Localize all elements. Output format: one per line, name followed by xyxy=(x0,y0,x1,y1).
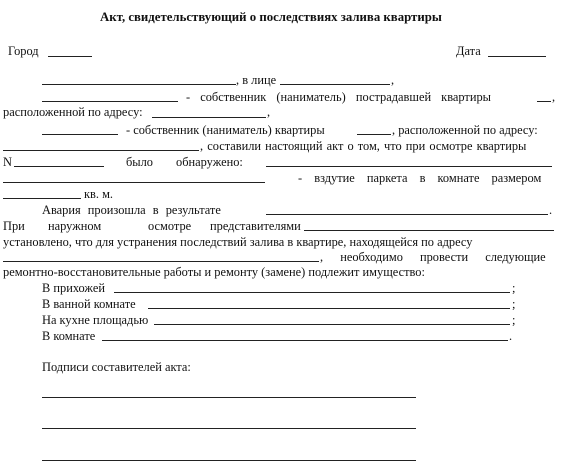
inspection-reps-text: представителями xyxy=(210,219,301,233)
city-label: Город xyxy=(8,44,39,58)
signatures-label: Подписи составителей акта: xyxy=(42,360,191,374)
period-text: . xyxy=(549,203,553,217)
composed-text: , составили настоящий акт о том, что при осмотре квартиры xyxy=(200,139,527,153)
signature-line-2[interactable] xyxy=(42,428,416,429)
room-kitchen-field[interactable] xyxy=(154,324,510,325)
comma-text: , xyxy=(267,105,271,119)
semicolon-text: ; xyxy=(512,281,516,295)
damage-field-1[interactable] xyxy=(266,166,552,167)
guilty-apartment-field[interactable] xyxy=(357,134,391,135)
representative-field[interactable] xyxy=(280,84,390,85)
room-kitchen-label: На кухне площадью xyxy=(42,313,149,327)
repair-address-field[interactable] xyxy=(3,261,319,262)
room-other-label: В комнате xyxy=(42,329,96,343)
document-title: Акт, свидетельствующий о последствиях залива квартиры xyxy=(100,10,442,24)
room-hallway-label: В прихожей xyxy=(42,281,105,295)
accident-cause-field[interactable] xyxy=(266,214,548,215)
victim-owner-field[interactable] xyxy=(42,101,178,102)
victim-owner-text: - собственник (наниматель) пострадавшей квартиры xyxy=(186,90,491,104)
signature-line-1[interactable] xyxy=(42,397,416,398)
date-field[interactable] xyxy=(488,56,546,57)
damage-field-2[interactable] xyxy=(3,182,265,183)
inspection-by-text: осмотре xyxy=(148,219,192,233)
room-other-field[interactable] xyxy=(102,340,508,341)
representatives-field[interactable] xyxy=(304,230,554,231)
number-label: N xyxy=(3,155,12,169)
semicolon-text: ; xyxy=(512,297,516,311)
comma-text: , xyxy=(391,73,395,87)
guilty-address-field[interactable] xyxy=(3,150,199,151)
comma-text: , xyxy=(552,90,556,104)
signature-line-3[interactable] xyxy=(42,460,416,461)
victim-address-field[interactable] xyxy=(152,117,266,118)
room-hallway-field[interactable] xyxy=(114,292,510,293)
accident-text: Авария произошла в результате xyxy=(42,203,221,217)
guilty-owner-field[interactable] xyxy=(42,134,118,135)
victim-apartment-field[interactable] xyxy=(537,101,551,102)
inspection-at-text: При xyxy=(3,219,25,233)
repairs-text: ремонтно-восстановительные работы и ремонту (замене) подлежит имущество: xyxy=(3,265,425,279)
guilty-owner-text: - собственник (наниматель) квартиры xyxy=(126,123,325,137)
established-text: установлено, что для устранения последствий залива в квартире, находящейся по адресу xyxy=(3,235,473,249)
inspected-apartment-field[interactable] xyxy=(14,166,104,167)
date-label: Дата xyxy=(456,44,481,58)
located-address-text: расположенной по адресу: xyxy=(3,105,143,119)
semicolon-text: ; xyxy=(512,313,516,327)
room-bathroom-label: В ванной комнате xyxy=(42,297,136,311)
city-field[interactable] xyxy=(48,56,92,57)
found-text: обнаружено: xyxy=(176,155,243,169)
necessary-text: , необходимо провести следующие xyxy=(320,250,546,264)
parquet-text: - вздутие паркета в комнате размером xyxy=(298,171,542,185)
period-text: . xyxy=(509,329,513,343)
area-field[interactable] xyxy=(3,198,81,199)
inspection-ext-text: наружном xyxy=(48,219,102,233)
represented-by-text: , в лице xyxy=(236,73,277,87)
organization-field[interactable] xyxy=(42,84,236,85)
guilty-located-text: , расположенной по адресу: xyxy=(392,123,538,137)
found-was-text: было xyxy=(126,155,154,169)
room-bathroom-field[interactable] xyxy=(148,308,510,309)
sqm-text: кв. м. xyxy=(84,187,114,201)
